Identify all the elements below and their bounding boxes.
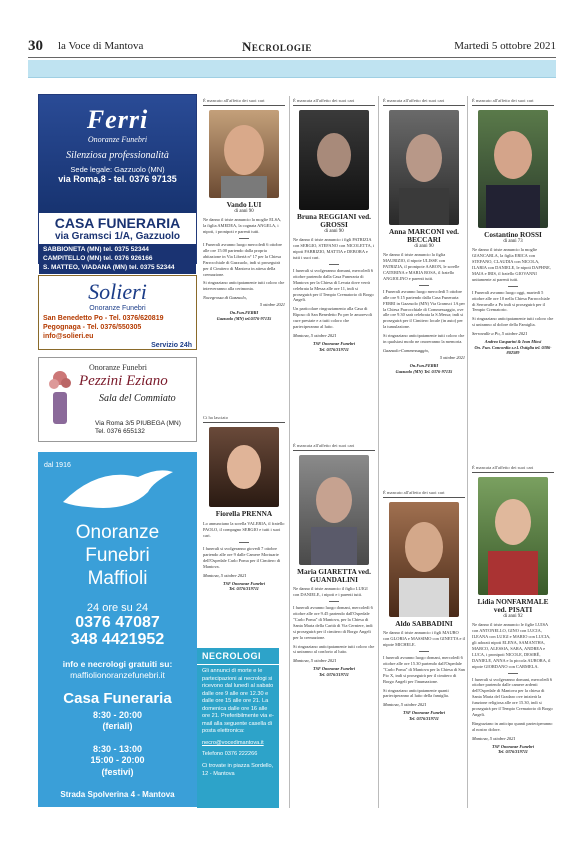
ad-pezzini [38,357,197,442]
flower-vase-icon [44,368,76,428]
maffioli-info2: maffiolionoranzefunebri.it [70,669,165,680]
issue-date: Martedì 5 ottobre 2021 [454,40,556,52]
obituary-text: Ne danno il triste annuncio i figli MAURO con GLORIA e MASSIMO con GINETTA e il nipote MICHELE. [383,630,465,647]
portrait-photo [478,110,548,228]
obituary-intro: È mancato all'affetto dei suoi cari [472,98,554,106]
obituary-intro: È mancato all'affetto dei suoi cari [203,98,285,106]
obituary-agency-tel: Tel. 0376/319711 [409,715,439,721]
obituary-agency: TSF Onoranze Funebri [223,580,265,586]
obituary-funeral: I funerali avranno luogo domani, mercoledì 6 ottobre alle ore 15.30 partendo dall'Ospedale "Carlo Poma" di Mantova per la Chiesa di San Pio X, indi si proseguirà per il cimitero di Borgo Angeli per l'inumazione. [383,654,465,684]
portrait-photo [478,477,548,595]
pezzini-line1: Onoranze Funebri [89,363,147,372]
obituary-intro: È mancata all'affetto dei suoi cari [293,443,375,451]
obituary-place: Mantova, 5 ottobre 2021 [293,333,337,339]
solieri-logo: Solieri [88,279,147,304]
page-number: 30 [28,38,43,54]
obituary-agency-tel: Tel. 0376/319711 [229,585,259,591]
maffioli-title3: Maffioli [87,567,148,589]
obituary-funeral: I funerali si svolgeranno giovedì 7 ottobre partendo alle ore 9 dalle Camere Mortuarie dell'Ospedale Carlo Poma per il Cimitero di Mantova. [203,545,281,569]
obituary [472,465,554,755]
obituary-name: Vando LUI [226,200,262,209]
obituary [293,98,375,352]
maffioli-addr: Strada Spolverina 4 - Mantova [60,790,175,799]
obituary-text: Ne danno il triste annuncio la moglie ELSA, la figlia AMEDEA, la cognata ANGELA, i nipoti, i pronipoti e parenti tutti. [203,217,282,234]
column-divider [467,96,468,808]
obituary [203,415,285,591]
necrologi-title: NECROLOGI [197,648,279,665]
ferri-band-addr: via Gramsci 1/A, Gazzuolo [54,231,181,242]
dove-icon [58,462,178,517]
maffioli-t3-label: (festivi) [101,766,134,777]
obituary-text: Ne danno il triste annuncio le figlie LUISA con ANTONELLO, GINO con LUCIA, ILEANA con LUIGI e MARIO con LUCIA, gli adorati nipoti ELENA, SAMANTHA, MARCO, ALESSIA, SARA, ANDREA e LUCA, i pronipoti NICOLE, DESIRÈ, DANIELE, ANNA e la piccola AURORA, il nipote GIORDANO con CARMELA. [472,622,551,669]
obituary-text: Ne danno il triste annuncio il figlio LUIGI con DANIELE, i nipoti e i parenti tutti. [293,586,368,597]
obituary-agency-tel: Gazzuolo (MN) Tel. 0376-97135 [395,368,453,374]
obituary-thanks: Si ringraziano anticipatamente tutti coloro che interverranno alla cerimonia. [203,280,285,292]
obituary-name: Costantino ROSSI [484,230,542,239]
obituary-thanks: Si ringraziano anticipatamente tutti coloro che in qualsiasi modo ne onoreranno la memoria. [383,333,465,345]
pezzini-addr: Via Roma 3/5 PIUBEGA (MN) [95,420,181,427]
obituary-agency-tel: Tel. 0376/319711 [319,671,349,677]
obituary-thanks: Si ringraziano anticipatamente quanti parteciperanno al lutto della famiglia. [383,687,449,699]
obituary-funeral: I funerali avranno luogo domani, mercoledì 6 ottobre alle ore 9.45 partendo dall'Ospedale "Carlo Poma" di Mantova, per la Chiesa di Santa Maria della Carità di Via Cerniere, indi si proseguirà per il cimitero di Borgo Angeli per la cremazione. [293,604,373,640]
obituary-place: Gazzuolo-Commessaggio, [383,348,429,354]
portrait-photo [209,110,279,198]
portrait-photo [299,455,369,565]
obituary-thanks: Si ringraziano anticipatamente tutti coloro che si uniranno al conforto al lutto. [293,643,375,655]
obituary-agency: TSF Onoranze Funebri [492,743,534,749]
obituary-funeral: I funerali si svolgeranno domani, mercoledì 6 ottobre partendo dalla Casa Funeraria di Mantova per la Chiesa di Levata dove verrà celebrata la Messa alle ore 11, indi si proseguirà per il Tempio Crematorio di Borgo Angeli. [293,267,374,303]
maffioli-hours: 24 ore su 24 [86,602,149,614]
obituary-funeral: I Funerali avranno luogo oggi, martedì 5 ottobre alle ore 10 nella Chiesa Parrocchiale di Serravalle a Po indi si proseguirà per il Tempio Crematorio. [472,289,550,313]
obituary [472,98,554,355]
obituary-place: Nocegrossa di Gazzuolo, [203,295,247,301]
maffioli-t3: 15:00 - 20:00 [90,755,145,766]
maffioli-info1: info e necrologi gratuiti su: [62,659,173,669]
obituary-funeral: I funerali si svolgeranno domani, mercoledì 6 ottobre partendo dalle camere ardenti dell'Ospedale di Mantova per la chiesa di Santa Maria del Gradaro ove inizierà la funzione religiosa alle ore 15.30, indi si proseguirà per il Tempio Crematorio di Borgo Angeli. [472,676,553,718]
pezzini-line2: Pezzini Eziano [79,373,168,389]
obituary-agency-tel: Gazzuolo (MN) tel.0376-97135 [216,315,272,321]
obituary-intro: È mancata all'affetto dei suoi cari [293,98,375,106]
obituary-age: di anni 90 [414,244,434,250]
obituary-thanks: Si ringraziano anticipatamente tutti coloro che si uniranno al dolore della Famiglia. [472,316,554,328]
solieri-line: Pegognaga - Tel. 0376/550305 [43,324,142,332]
obituary-name: Maria GIARETTA ved. GUANDALINI [297,567,371,585]
obituary [383,98,465,374]
maffioli-since: dal 1916 [44,462,71,469]
page-header [28,36,556,56]
maffioli-casa-funeraria: Casa Funeraria [63,690,172,707]
obituary-name: Fiorella PRENNA [215,509,273,518]
obituary-intro: Ci ha lasciato [203,415,285,423]
maffioli-title2: Funebri [85,544,150,566]
ferri-line: CAMPITELLO (MN) tel. 0376 926166 [43,254,153,262]
obituary-agency-tel: On. Fun. Concordia s.r.l. Ostiglia tel. 0386-802589 [474,344,552,355]
obituary-agency: On.Fun.FERRI [409,363,439,369]
obituary-date: 5 ottobre 2021 [439,355,465,361]
necrologi-phone: Telefono 0376 222266 [202,751,258,758]
obituary-agency: TSF Onoranze Funebri [403,710,445,716]
solieri-sublogo: Onoranze Funebri [89,305,146,312]
maffioli-t2: 8:30 - 13:00 [92,744,143,754]
ad-ferri [38,94,197,271]
obituary-agency: Andrea Gasparini & Ivan Miosi [484,339,542,345]
solieri-line: Servizio 24h [151,342,192,350]
obituary-text: Ne danno il triste annuncio i figli PATRIZIA con SERGIO, STEFANO con NICOLETTA, i nipoti FABRIZIO, MATTIA e DEBORA e tutti i suoi cari. [293,237,375,260]
obituary [383,490,465,721]
obituary-name: Bruna REGGIANI ved. GROSSI [297,212,371,230]
paper-name: la Voce di Mantova [58,40,144,52]
obituary-intro: È mancato all'affetto dei suoi cari [383,490,465,498]
obituary-funeral: I Funerali avranno luogo mercoledì 6 ottobre alle ore 15.00 partendo dalla propria abitazione in Via Libertà n° 17 per la Chiesa Parrocchiale di Gazzuolo, indi si proseguirà per il Cimitero di Mantova in attesa della cremazione. [203,241,283,277]
obituary-name: Lidia NONFARMALE ved. PISATI [477,597,549,615]
ferri-sede: Sede legale: Gazzuolo (MN) [70,165,165,174]
obituary-agency: On.Fun.FERRI [229,310,259,316]
column-divider [289,96,290,808]
obituary-agency-tel: Tel. 0376/319711 [498,749,528,755]
ferri-sede-addr: via Roma,8 - tel. 0376 97135 [58,174,177,184]
obituary-text: Lo annunciano la sorella VALERIA, il fratello PAOLO, il compagno SERGIO e tutti i suoi cari. [203,521,285,538]
necrologi-p3: Ci trovate in piazza Sordello, 12 - Mantova [202,763,274,777]
pezzini-tel: Tel. 0376 655132 [95,428,145,436]
portrait-photo [209,427,279,507]
obituary-age: di anni 92 [503,614,523,620]
solieri-line: info@solieri.eu [43,333,94,341]
ferri-line: S. MATTEO, VIADANA (MN) tel. 0375 52344 [43,263,175,271]
portrait-photo [299,110,369,210]
obituary-place: Mantova, 5 ottobre 2021 [472,735,516,741]
section-title: Necrologie [242,39,312,54]
header-rule [28,57,556,58]
obituary-agency: TSF Onoranze Funebri [313,341,355,347]
solieri-line: San Benedetto Po - Tel. 0376/620819 [43,315,164,322]
obituary-place: Mantova, 5 ottobre 2021 [293,658,337,664]
obituary-place: Mantova, 5 ottobre 2021 [383,702,427,708]
obituary [293,443,375,677]
necrologi-email[interactable]: necro@vocedimantova.it [202,739,264,746]
obituary-thanks: Un particolare ringraziamento alla Casa di Riposo di San Benedetto Po per le amorevoli cure prestate e a tutti coloro che parteciperanno al lutto. [293,306,373,330]
obituary-age: di anni 90 [234,209,254,215]
obituary-funeral: I Funerali avranno luogo mercoledì 5 ottobre alle ore 9.15 partendo dalla Casa Funeraria FERRI in Gazzuolo (MN) Via Gramsci 1A per la Chiesa Parrocchiale di Commessaggio, ove alle ore 9.30 sarà celebrata la S.Messa; indi si proseguirà per il Cimitero locale (in auto) per la tumulazione. [383,288,465,330]
obituary-name: Aldo SABBADINI [395,619,453,628]
header-band [28,60,556,78]
necrologi-p1: Gli annunci di morte e le partecipazioni ai necrologi si ricevono dal lunedì al sabato dalle ore 9 alle ore 12.30 e dalle ore 15 alle ore 21. La domenica dalle ore 16 alle ore 21. Preferibilmente via e-mail alla seguente casella di posta elettronica: [202,668,274,735]
pezzini-line3: Sala del Commiato [99,393,176,404]
column-divider [378,96,379,808]
ad-solieri [38,275,197,350]
obituary-date: 5 ottobre 2021 [259,302,285,308]
obituary-text: Ne danno il triste annuncio la moglie GIANCARLA, la figlia ERICA con STEFANO, CLAUDIA con NICOLA, ILARIA con DANIELE, le nipoti DAPHNE, MAIA e IRIS, il fratello GIOVANNI unitamente ai parenti tutti. [472,247,551,282]
obituary-age: di anni 90 [324,229,344,235]
necrologi-info-box [197,648,279,808]
ad-maffioli [38,452,197,807]
obituary-place: Mantova, 5 ottobre 2021 [203,572,247,578]
ferri-slogan: Silenziosa professionalità [66,150,169,161]
maffioli-title1: Onoranze [75,522,160,543]
ferri-band-title: CASA FUNERARIA [54,215,181,231]
maffioli-phone2: 348 4421952 [70,630,165,648]
ferri-sublogo: Onoranze Funebri [87,135,148,144]
obituary-text: Ne danno il triste annuncio la figlia MAURIZIO, il nipote ULISSE con PATRIZIA, il pronipote AARON, le sorelle CATERINA e MARIA ROSA, il fratello ANGIOLINO e parenti tutti. [383,252,460,281]
maffioli-t1: 8:30 - 20:00 [92,710,143,720]
obituary-agency: TSF Onoranze Funebri [313,666,355,672]
obituary-place: Serravalle a Po, 5 ottobre 2021 [472,331,528,337]
maffioli-phone1: 0376 47087 [75,614,160,631]
portrait-photo [389,502,459,617]
obituary-thanks: Ringraziano in anticipo quanti parteciperanno al nostro dolore. [472,721,553,733]
obituary-age: di anni 73 [503,239,523,245]
obituary-intro: È mancata all'affetto dei suoi cari [383,98,465,106]
ferri-logo: Ferri [86,105,149,134]
obituary-intro: È mancata all'affetto dei suoi cari [472,465,554,473]
maffioli-t1-label: (feriali) [102,721,133,732]
obituary-name: Anna MARCONI ved. BECCARI [389,227,459,245]
ferri-line: SABBIONETA (MN) tel. 0375 52344 [43,246,149,253]
obituary [203,98,285,321]
portrait-photo [389,110,459,225]
obituary-agency-tel: Tel. 0376/319711 [319,346,349,352]
